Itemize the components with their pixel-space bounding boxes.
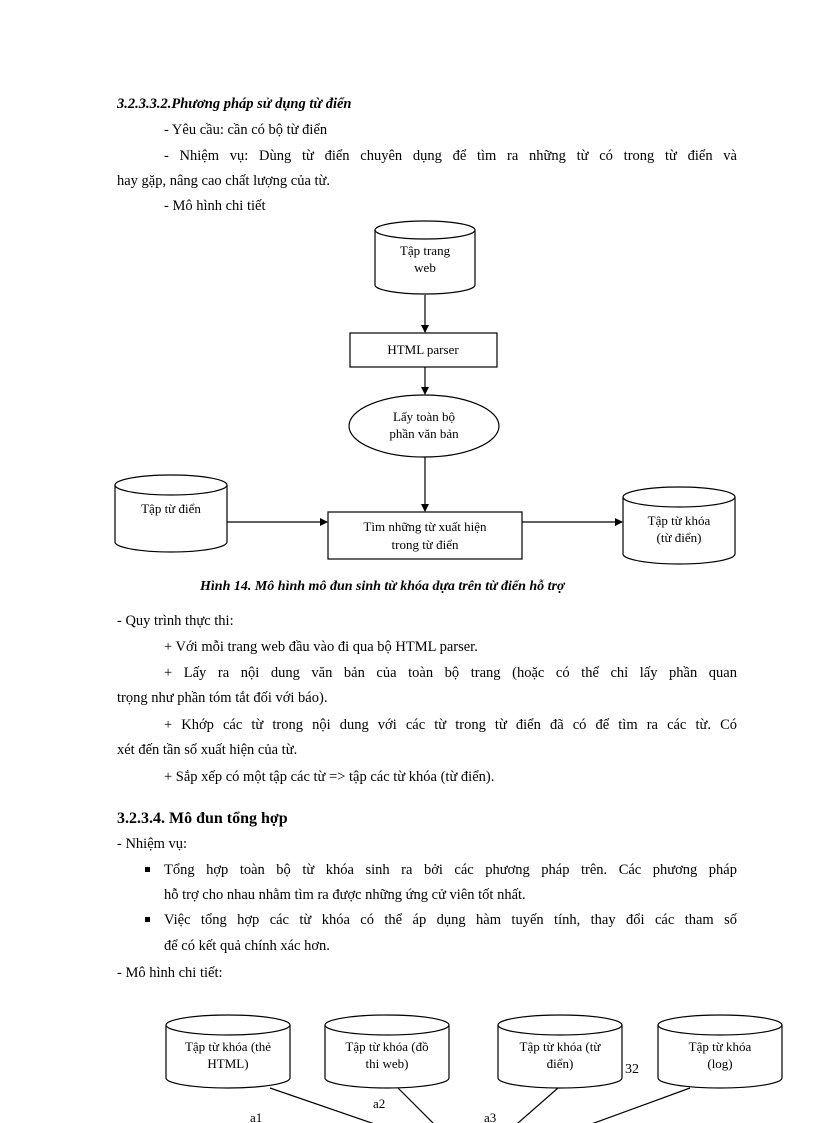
store-dictionary-label-line1: Tập từ khóa (từ	[519, 1039, 601, 1054]
store-dictionary-label-line2: điển)	[546, 1056, 574, 1071]
process-step1: + Với mỗi trang web đầu vào đi qua bộ HTML parser.	[164, 639, 478, 655]
connector-a3	[510, 1088, 558, 1123]
store-log-label-line2: (log)	[707, 1056, 733, 1071]
figure-caption: Hình 14. Mô hình mô đun sinh từ khóa dựa trên từ điển hỗ trợ	[200, 579, 565, 594]
process-step4: + Sắp xếp có một tập các từ => tập các từ khóa (từ điển).	[164, 769, 495, 785]
diagram-aggregation	[166, 1015, 782, 1123]
section-heading: 3.2.3.3.2.Phương pháp sử dụng từ điển	[117, 96, 352, 112]
connector-a2	[398, 1088, 440, 1123]
store-dictionary-node	[498, 1015, 622, 1088]
section2-task: - Nhiệm vụ:	[117, 836, 188, 852]
extract-label-line2: phần văn bản	[389, 426, 459, 441]
store-log-label-line1: Tập từ khóa	[688, 1039, 752, 1054]
bullet-marker	[145, 867, 150, 872]
bullet-marker	[145, 917, 150, 922]
process-step2-line2: trọng như phần tóm tắt đối với báo).	[117, 690, 328, 706]
webpages-store-node	[375, 221, 475, 294]
store-log-node	[658, 1015, 782, 1088]
weight-a3: a3	[484, 1110, 497, 1123]
dictionary-label: Tập từ điển	[141, 501, 201, 516]
match-label-line2: trong từ điển	[391, 537, 459, 552]
match-label-line1: Tìm những từ xuất hiện	[363, 519, 487, 534]
extract-label-line1: Lấy toàn bộ	[392, 409, 456, 424]
requirement-text: - Yêu cầu: cần có bộ từ điển	[164, 122, 328, 138]
process-step3-line2: xét đến tần số xuất hiện của từ.	[117, 742, 298, 758]
bullet2-line2: để có kết quả chính xác hơn.	[164, 938, 330, 954]
bullet2-line1: Việc tổng hợp các từ khóa có thể áp dụng hàm tuyến tính, thay đổi các tham số	[164, 912, 737, 928]
process-step3-line1: + Khớp các từ trong nội dung với các từ trong từ điển đã có để tìm ra các từ. Có	[164, 717, 737, 733]
task-text-line1: - Nhiệm vụ: Dùng từ điển chuyên dụng để tìm ra những từ có trong từ điển và	[164, 148, 737, 164]
keywords-store-node	[623, 487, 735, 564]
bullet1-line1: Tổng hợp toàn bộ từ khóa sinh ra bởi các phương pháp trên. Các phương pháp	[164, 862, 737, 878]
keywords-label-line2: (từ điển)	[656, 530, 702, 545]
weight-a1: a1	[250, 1110, 263, 1123]
connector-a4	[575, 1088, 690, 1123]
webpages-label-line1: Tập trang	[399, 243, 451, 258]
task-text-line2: hay gặp, nâng cao chất lượng của từ.	[117, 173, 331, 189]
store-web-graph-label-line1: Tập từ khóa (đồ	[345, 1039, 429, 1054]
store-web-graph-node	[325, 1015, 449, 1088]
bullet1-line2: hỗ trợ cho nhau nhằm tìm ra được những ứng cử viên tốt nhất.	[164, 887, 526, 903]
process-step2-line1: + Lấy ra nội dung văn bản của toàn bộ trang (hoặc có thể chỉ lấy phần quan	[164, 665, 737, 681]
parser-label: HTML parser	[387, 342, 459, 357]
extract-text-node	[349, 395, 499, 457]
weight-a2: a2	[373, 1096, 386, 1111]
model-label: - Mô hình chi tiết	[164, 198, 266, 214]
section2-heading: 3.2.3.4. Mô đun tổng hợp	[117, 810, 288, 827]
store-html-tags-label-line1: Tập từ khóa (thẻ	[184, 1039, 272, 1054]
webpages-label-line2: web	[414, 260, 436, 275]
store-web-graph-label-line2: thi web)	[365, 1056, 409, 1071]
store-html-tags-node	[166, 1015, 290, 1088]
dictionary-store-node	[115, 475, 227, 552]
section2-model-label: - Mô hình chi tiết:	[117, 965, 223, 981]
keywords-label-line1: Tập từ khóa	[647, 513, 711, 528]
process-title: - Quy trình thực thi:	[117, 613, 234, 629]
parser-node	[350, 333, 497, 367]
store-html-tags-label-line2: HTML)	[207, 1056, 249, 1071]
page-number: 32	[625, 1062, 639, 1077]
match-node	[328, 512, 522, 559]
